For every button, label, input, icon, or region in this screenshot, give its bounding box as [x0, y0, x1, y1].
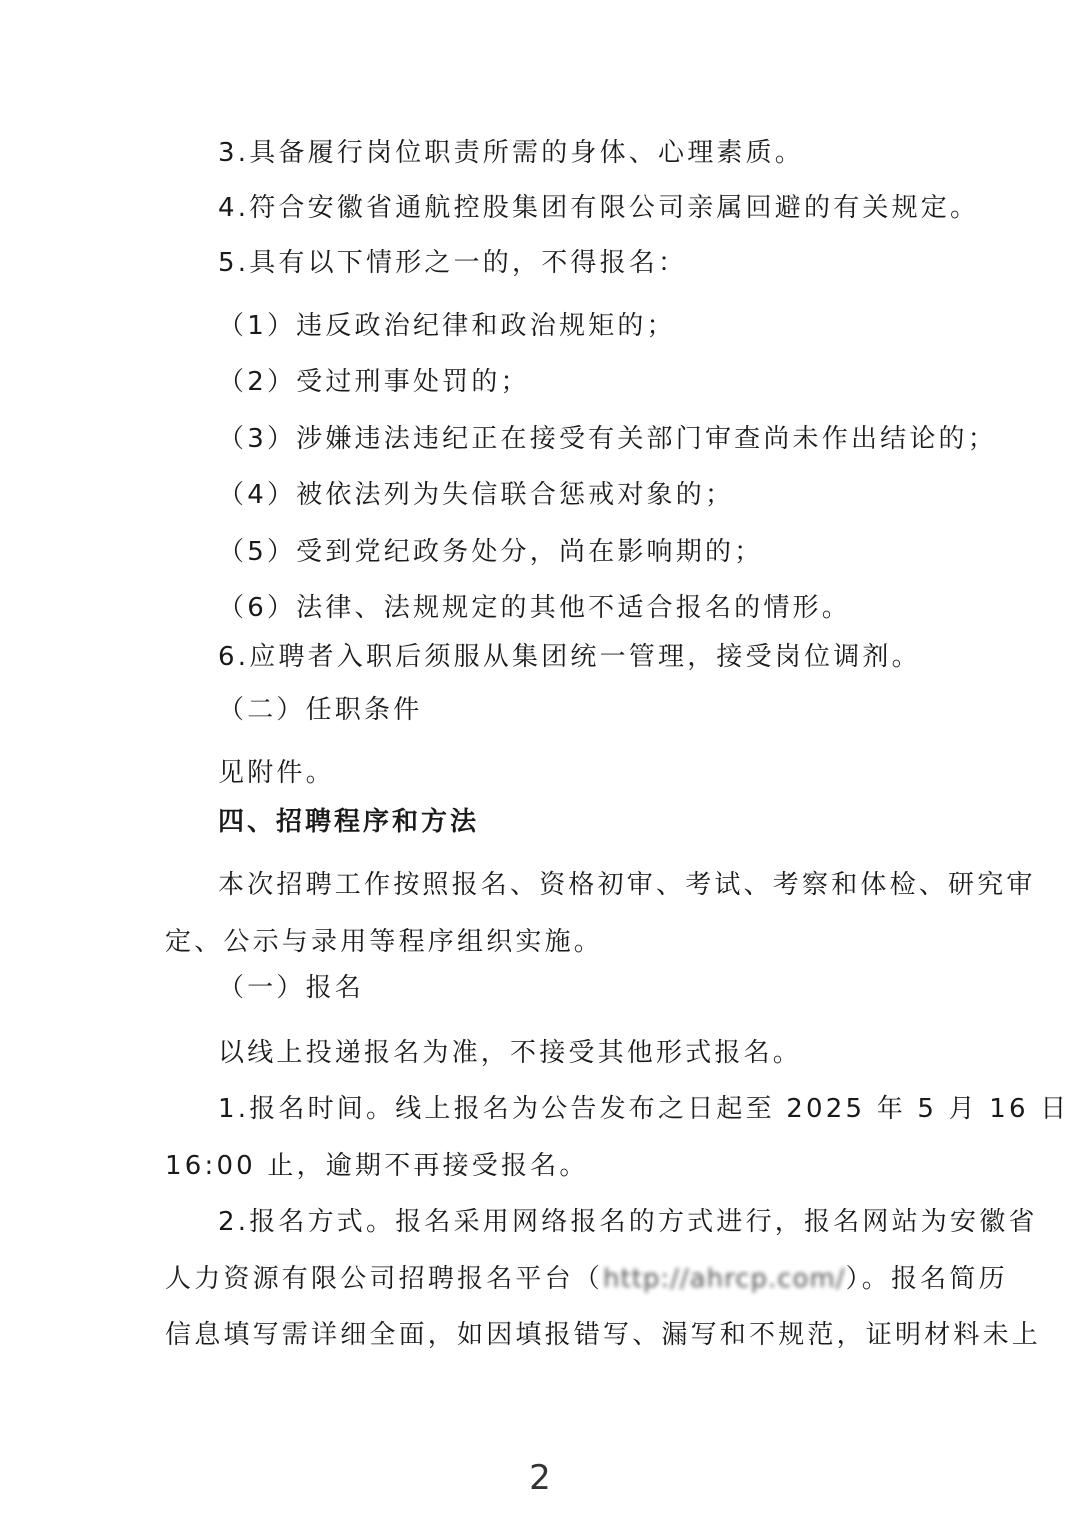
- requirement-item-5: 5.具有以下情形之一的，不得报名：: [218, 248, 688, 278]
- registration-method-line-2: [165, 1262, 1008, 1296]
- disqualification-item-3: （3）涉嫌违法违纪正在接受有关部门审查尚未作出结论的；: [218, 424, 997, 454]
- registration-method-line-3: 信息填写需详细全面，如因填报错写、漏写和不规范，证明材料未上: [165, 1320, 1042, 1350]
- disqualification-item-1: （1）违反政治纪律和政治规矩的；: [218, 311, 676, 341]
- disqualification-item-5: （5）受到党纪政务处分，尚在影响期的；: [218, 537, 764, 567]
- registration-method-line-1: 2.报名方式。报名采用网络报名的方式进行，报名网站为安徽省: [218, 1207, 1038, 1237]
- requirement-item-6: 6.应聘者入职后须服从集团统一管理，接受岗位调剂。: [218, 642, 921, 672]
- registration-heading: （一）报名: [218, 973, 365, 1003]
- procedure-intro-line-2: 定、公示与录用等程序组织实施。: [165, 927, 604, 957]
- disqualification-item-6: （6）法律、法规规定的其他不适合报名的情形。: [218, 593, 851, 623]
- qualifications-heading: （二）任职条件: [218, 695, 423, 725]
- procedure-heading: 四、招聘程序和方法: [218, 807, 480, 837]
- registration-time-line-1: 1.报名时间。线上报名为公告发布之日起至 2025 年 5 月 16 日: [218, 1094, 1070, 1124]
- registration-method-line-2-suffix: ）。报名简历: [845, 1264, 1008, 1294]
- procedure-intro-line-1: 本次招聘工作按照报名、资格初审、考试、考察和体检、研究审: [218, 870, 1036, 900]
- registration-time-line-2: 16:00 止，逾期不再接受报名。: [165, 1151, 589, 1181]
- disqualification-item-2: （2）受过刑事处罚的；: [218, 367, 530, 397]
- page-number: 2: [529, 1458, 551, 1498]
- qualifications-text: 见附件。: [218, 758, 335, 788]
- registration-method-line-2-prefix: 人力资源有限公司招聘报名平台（: [165, 1264, 604, 1294]
- disqualification-item-4: （4）被依法列为失信联合惩戒对象的；: [218, 480, 735, 510]
- registration-note: 以线上投递报名为准，不接受其他形式报名。: [218, 1038, 803, 1068]
- requirement-item-4: 4.符合安徽省通航控股集团有限公司亲属回避的有关规定。: [218, 193, 980, 223]
- requirement-item-3: 3.具备履行岗位职责所需的身体、心理素质。: [218, 138, 805, 168]
- registration-url-link[interactable]: http://ahrcp.com/: [603, 1264, 846, 1294]
